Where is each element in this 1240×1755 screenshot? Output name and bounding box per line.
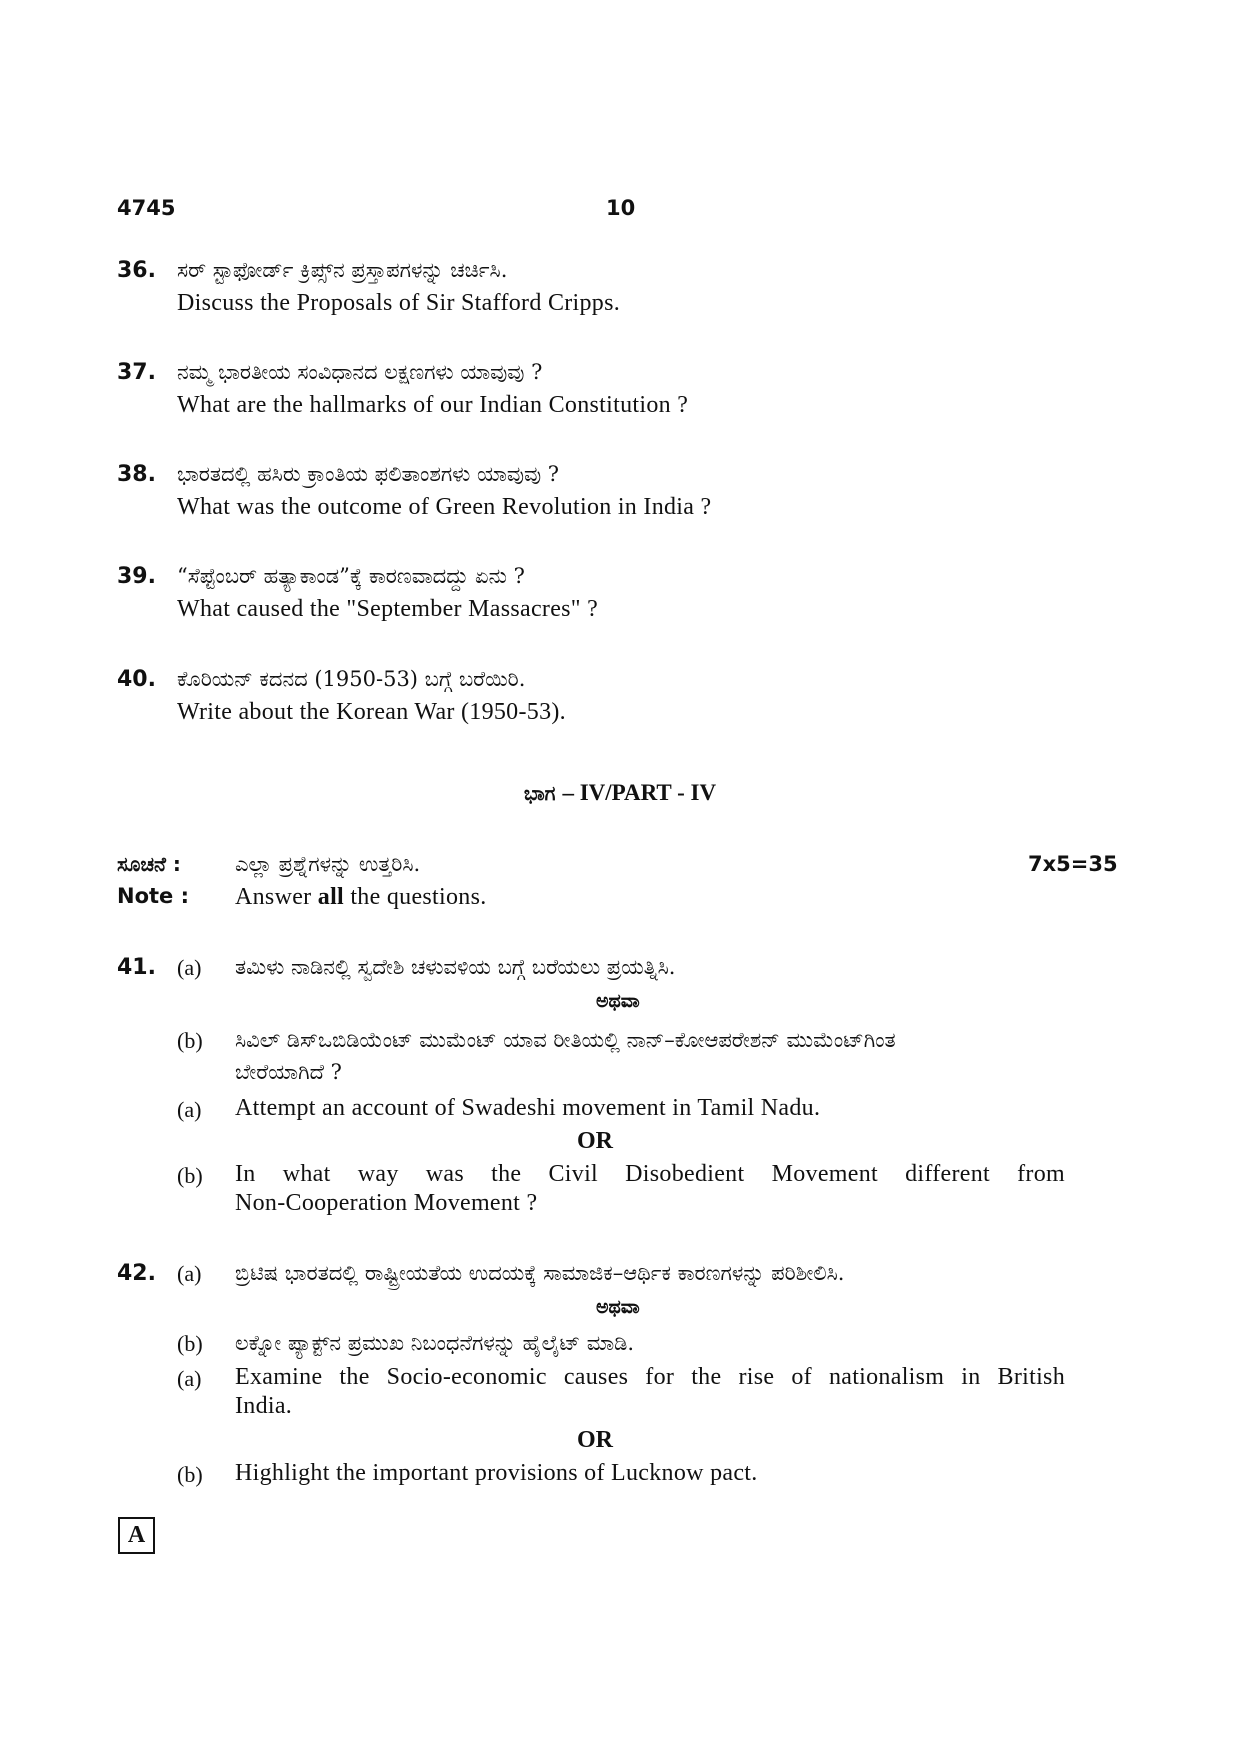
option-a-kannada: ತಮಿಳು ನಾಡಿನಲ್ಲಿ ಸ್ವದೇಶಿ ಚಳುವಳಿಯ ಬಗ್ಗೆ ಬರೆಯಲು ಪ್ರಯತ್ನಿಸಿ.	[235, 955, 676, 979]
part-heading-kannada: ಭಾಗ	[523, 781, 556, 805]
question-text-english: Write about the Korean War (1950-53).	[177, 699, 566, 725]
option-label: (b)	[177, 1462, 203, 1487]
question-text-english: What was the outcome of Green Revolution in India ?	[177, 494, 712, 520]
paper-code: 4745	[117, 196, 176, 220]
note-text-post: the questions.	[350, 884, 487, 910]
option-b-english: Highlight the important provisions of Lucknow pact.	[235, 1460, 758, 1486]
option-b-kannada-line1: ಸಿವಿಲ್ ಡಿಸ್‌ಒಬಿಡಿಯೆಂಟ್ ಮುಮೆಂಟ್ ಯಾವ ರೀತಿಯಲ್ಲಿ ನಾನ್–ಕೋಆಪರೇಶನ್ ಮುಮೆಂಟ್‌ಗಿಂತ	[235, 1028, 896, 1052]
marks-allocation: 7x5=35	[1028, 852, 1118, 876]
question-number: 41.	[117, 955, 156, 980]
version-box	[118, 1517, 155, 1554]
question-number: 36.	[117, 258, 156, 283]
option-label: (a)	[177, 1366, 202, 1391]
option-a-english-line2: India.	[235, 1393, 293, 1419]
option-a-english-line1: Examine the Socio-economic causes for the rise of nationalism in British	[235, 1364, 1065, 1390]
question-number: 42.	[117, 1261, 156, 1286]
question-text-kannada: ಸರ್ ಸ್ಟಾಫೋರ್ಡ್ ಕ್ರಿಪ್ಸ್‌ನ ಪ್ರಸ್ತಾಪಗಳನ್ನು ಚರ್ಚಿಸಿ.	[177, 258, 508, 282]
option-label: (a)	[177, 955, 202, 980]
question-text-kannada: ಕೊರಿಯನ್ ಕದನದ (1950-53) ಬಗ್ಗೆ ಬರೆಯಿರಿ.	[177, 667, 526, 691]
option-label: (b)	[177, 1028, 203, 1053]
page-number: 10	[606, 196, 636, 220]
question-text-kannada: “ಸೆಪ್ಟೆಂಬರ್ ಹತ್ಯಾಕಾಂಡ”ಕ್ಕೆ ಕಾರಣವಾದದ್ದು ಏನು ?	[177, 564, 525, 588]
question-number: 37.	[117, 360, 156, 385]
option-label: (a)	[177, 1261, 202, 1286]
or-separator-english: OR	[577, 1427, 613, 1453]
option-b-kannada-line2: ಬೇರೆಯಾಗಿದೆ ?	[235, 1060, 342, 1084]
question-text-english: What caused the "September Massacres" ?	[177, 596, 599, 622]
option-label: (b)	[177, 1331, 203, 1356]
question-number: 40.	[117, 667, 156, 692]
question-text-english: What are the hallmarks of our Indian Constitution ?	[177, 392, 689, 418]
option-b-kannada: ಲಕ್ನೋ ಪ್ಯಾಕ್ಟ್‌ನ ಪ್ರಮುಖ ನಿಬಂಧನೆಗಳನ್ನು ಹೈಲೈಟ್ ಮಾಡಿ.	[235, 1331, 635, 1355]
part-heading-english: – IV/PART - IV	[562, 780, 717, 805]
question-number: 39.	[117, 564, 156, 589]
option-b-english-line2: Non-Cooperation Movement ?	[235, 1190, 538, 1216]
option-label: (a)	[177, 1097, 202, 1122]
option-b-english-line1: In what way was the Civil Disobedient Movement different from	[235, 1161, 1065, 1187]
question-text-english: Discuss the Proposals of Sir Stafford Cripps.	[177, 290, 621, 316]
note-text-pre: Answer	[235, 884, 312, 910]
version-letter: A	[127, 1522, 146, 1548]
or-separator-english: OR	[577, 1128, 613, 1154]
note-text-bold: all	[317, 884, 345, 910]
question-text-kannada: ನಮ್ಮ ಭಾರತೀಯ ಸಂವಿಧಾನದ ಲಕ್ಷಣಗಳು ಯಾವುವು ?	[177, 360, 543, 384]
note-label-english: Note :	[117, 884, 189, 908]
option-a-kannada: ಬ್ರಿಟಿಷ ಭಾರತದಲ್ಲಿ ರಾಷ್ಟ್ರೀಯತೆಯ ಉದಯಕ್ಕೆ ಸಾಮಾಜಿಕ–ಆರ್ಥಿಕ ಕಾರಣಗಳನ್ನು ಪರಿಶೀಲಿಸಿ.	[235, 1261, 845, 1285]
question-text-kannada: ಭಾರತದಲ್ಲಿ ಹಸಿರು ಕ್ರಾಂತಿಯ ಫಲಿತಾಂಶಗಳು ಯಾವುವು ?	[177, 462, 560, 486]
or-separator-kannada: ಅಥವಾ	[596, 1296, 640, 1318]
part-heading	[523, 780, 812, 806]
note-text-kannada: ಎಲ್ಲಾ ಪ್ರಶ್ನೆಗಳನ್ನು ಉತ್ತರಿಸಿ.	[235, 852, 421, 876]
option-a-english: Attempt an account of Swadeshi movement in Tamil Nadu.	[235, 1095, 821, 1121]
option-label: (b)	[177, 1163, 203, 1188]
or-separator-kannada: ಅಥವಾ	[596, 990, 640, 1012]
note-label-kannada: ಸೂಚನೆ :	[117, 852, 181, 876]
question-number: 38.	[117, 462, 156, 487]
note-text-english	[235, 884, 487, 911]
